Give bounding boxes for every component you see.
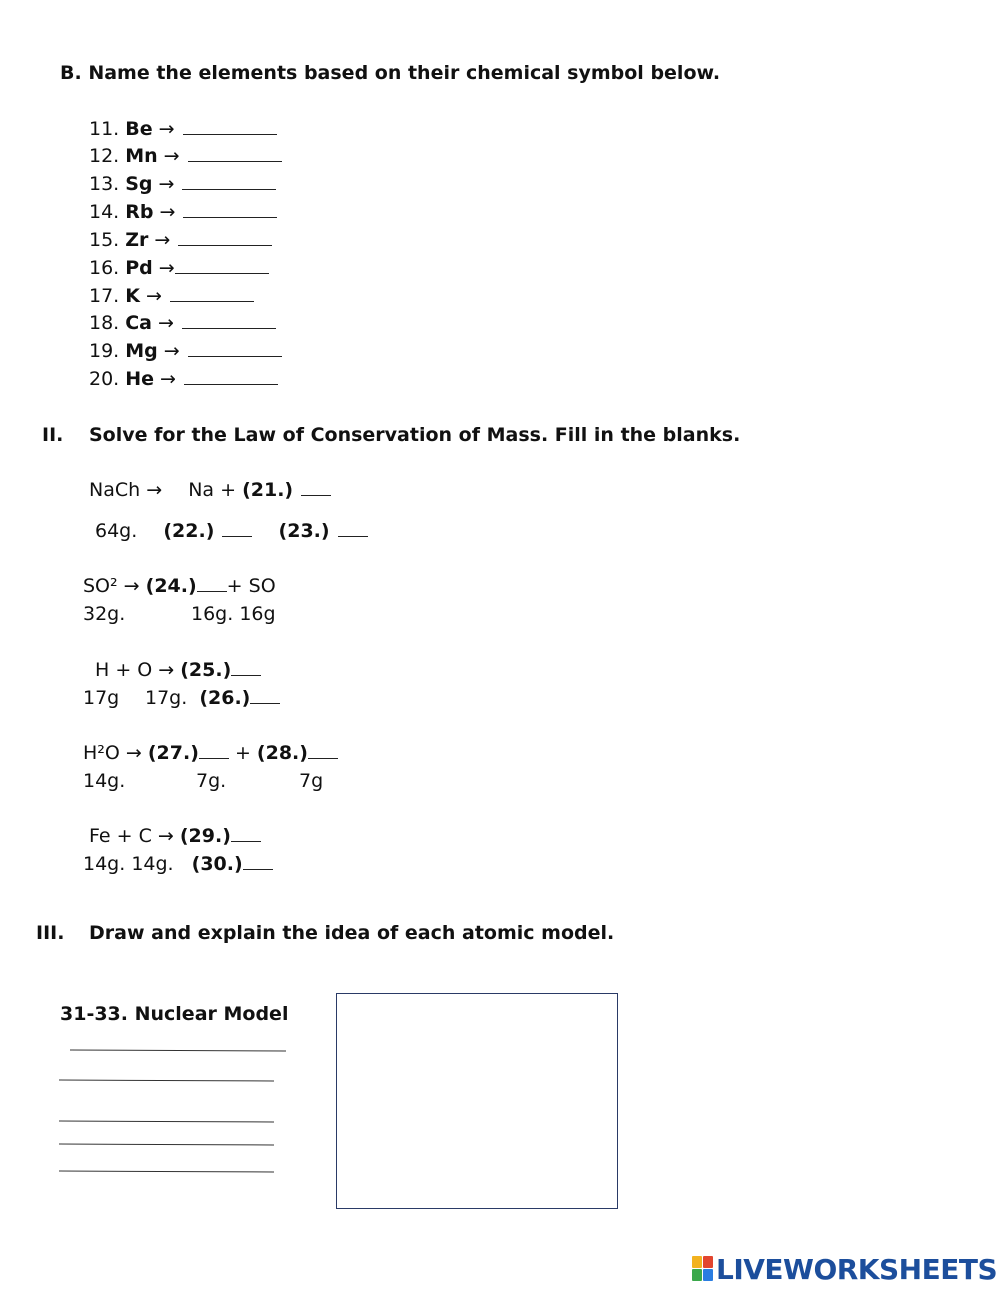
element-symbol: Ca: [125, 312, 152, 334]
item-number: 20.: [89, 368, 120, 390]
q30-label: (30.): [191, 853, 243, 875]
element-item: [89, 147, 282, 166]
liveworksheets-logo: [692, 1254, 997, 1284]
eq4-plus: +: [234, 742, 251, 764]
item-number: 18.: [89, 312, 120, 334]
item-number: 14.: [89, 201, 120, 223]
arrow-icon: →: [158, 118, 175, 140]
answer-blank[interactable]: [170, 287, 254, 302]
arrow-icon: →: [157, 312, 174, 334]
item-number: 17.: [89, 285, 120, 307]
answer-blank[interactable]: [182, 175, 276, 190]
answer-blank[interactable]: [183, 120, 277, 135]
eq3-m1: 17g: [83, 687, 120, 709]
eq1-product: Na +: [188, 479, 237, 501]
answer-blank[interactable]: [182, 314, 276, 329]
element-symbol: Sg: [125, 173, 153, 195]
answer-blank[interactable]: [178, 231, 272, 246]
eq4-m1: 14g.: [83, 770, 126, 792]
drawing-box[interactable]: [336, 993, 618, 1209]
section-iii-numeral: III.: [36, 922, 65, 944]
element-symbol: He: [125, 368, 155, 390]
eq2-plus-so: + SO: [226, 575, 276, 597]
section-ii-numeral: II.: [42, 424, 64, 446]
q22-blank[interactable]: [222, 522, 252, 537]
arrow-icon: →: [160, 368, 176, 390]
answer-line-2[interactable]: [59, 1080, 274, 1082]
item-number: 19.: [89, 340, 120, 362]
q27-label: (27.): [147, 742, 199, 764]
q25-blank[interactable]: [231, 661, 261, 676]
eq5-masses: 14g. 14g.: [83, 853, 174, 875]
eq5-line2: [83, 855, 273, 874]
answer-line-3[interactable]: [59, 1121, 274, 1123]
answer-line-5[interactable]: [59, 1171, 274, 1173]
q28-blank[interactable]: [308, 744, 338, 759]
element-item: [89, 314, 276, 333]
q29-blank[interactable]: [231, 827, 261, 842]
element-item: [89, 231, 272, 250]
element-symbol: Mg: [125, 340, 158, 362]
element-item: [89, 203, 277, 222]
answer-blank[interactable]: [184, 370, 278, 385]
eq3-m2: 17g.: [145, 687, 188, 709]
answer-line-1[interactable]: [70, 1050, 286, 1052]
q24-label: (24.): [145, 575, 197, 597]
eq3-reactants: H + O →: [95, 659, 175, 681]
q26-blank[interactable]: [250, 689, 280, 704]
eq2-line1: [83, 577, 276, 596]
section-ii-heading: Solve for the Law of Conservation of Mass. Fill in the blanks.: [89, 424, 741, 446]
element-item: [89, 342, 282, 361]
eq2-m1: 32g.: [83, 603, 126, 625]
item-number: 13.: [89, 173, 120, 195]
section-b-heading: B. Name the elements based on their chemical symbol below.: [60, 62, 721, 84]
eq2-reactant: SO² →: [83, 575, 140, 597]
eq3-line2: [145, 689, 280, 708]
answer-blank[interactable]: [188, 147, 282, 162]
q21-blank[interactable]: [301, 481, 331, 496]
answer-blank[interactable]: [188, 342, 282, 357]
item-number: 12.: [89, 145, 120, 167]
arrow-icon: →: [154, 229, 171, 251]
element-item: [89, 370, 278, 389]
element-symbol: Rb: [125, 201, 154, 223]
logo-mark-icon: [692, 1256, 714, 1282]
eq5-reactants: Fe + C →: [89, 825, 174, 847]
answer-blank[interactable]: [175, 259, 269, 274]
eq2-m2: 16g. 16g: [191, 603, 276, 625]
arrow-icon: →: [145, 285, 162, 307]
eq3-line1: [95, 661, 261, 680]
q28-label: (28.): [256, 742, 308, 764]
brand-name: LIVEWORKSHEETS: [716, 1252, 998, 1286]
element-item: [89, 175, 276, 194]
arrow-icon: →: [163, 340, 180, 362]
eq5-line1: [89, 827, 261, 846]
q29-label: (29.): [179, 825, 231, 847]
q21-label: (21.): [242, 479, 294, 501]
nuclear-model-label: 31-33. Nuclear Model: [60, 1003, 289, 1025]
q26-label: (26.): [199, 687, 251, 709]
arrow-icon: →: [163, 145, 180, 167]
q24-blank[interactable]: [197, 577, 227, 592]
item-number: 16.: [89, 257, 120, 279]
q27-blank[interactable]: [199, 744, 229, 759]
eq1-line2: [95, 522, 368, 541]
element-symbol: Zr: [125, 229, 149, 251]
item-number: 15.: [89, 229, 120, 251]
q23-label: (23.): [278, 520, 330, 542]
element-symbol: Be: [125, 118, 153, 140]
element-symbol: Pd: [125, 257, 153, 279]
element-item: [89, 259, 269, 278]
eq4-m2: 7g.: [196, 770, 227, 792]
eq4-m3: 7g: [299, 770, 324, 792]
answer-line-4[interactable]: [59, 1144, 274, 1146]
eq1-reactant: NaCh →: [89, 479, 163, 501]
q30-blank[interactable]: [243, 855, 273, 870]
eq1-mass: 64g.: [95, 520, 138, 542]
element-item: [89, 120, 277, 139]
item-number: 11.: [89, 118, 120, 140]
arrow-icon: →: [159, 201, 176, 223]
eq4-line1: [83, 744, 338, 763]
eq4-reactant: H²O →: [83, 742, 142, 764]
q22-label: (22.): [163, 520, 215, 542]
answer-blank[interactable]: [183, 203, 277, 218]
q25-label: (25.): [180, 659, 232, 681]
section-iii-heading: Draw and explain the idea of each atomic model.: [89, 922, 615, 944]
element-item: [89, 287, 254, 306]
element-symbol: Mn: [125, 145, 158, 167]
eq1-line1: [89, 481, 331, 500]
arrow-icon: →: [158, 173, 175, 195]
arrow-icon: →: [158, 257, 175, 279]
q23-blank[interactable]: [338, 522, 368, 537]
element-symbol: K: [125, 285, 140, 307]
